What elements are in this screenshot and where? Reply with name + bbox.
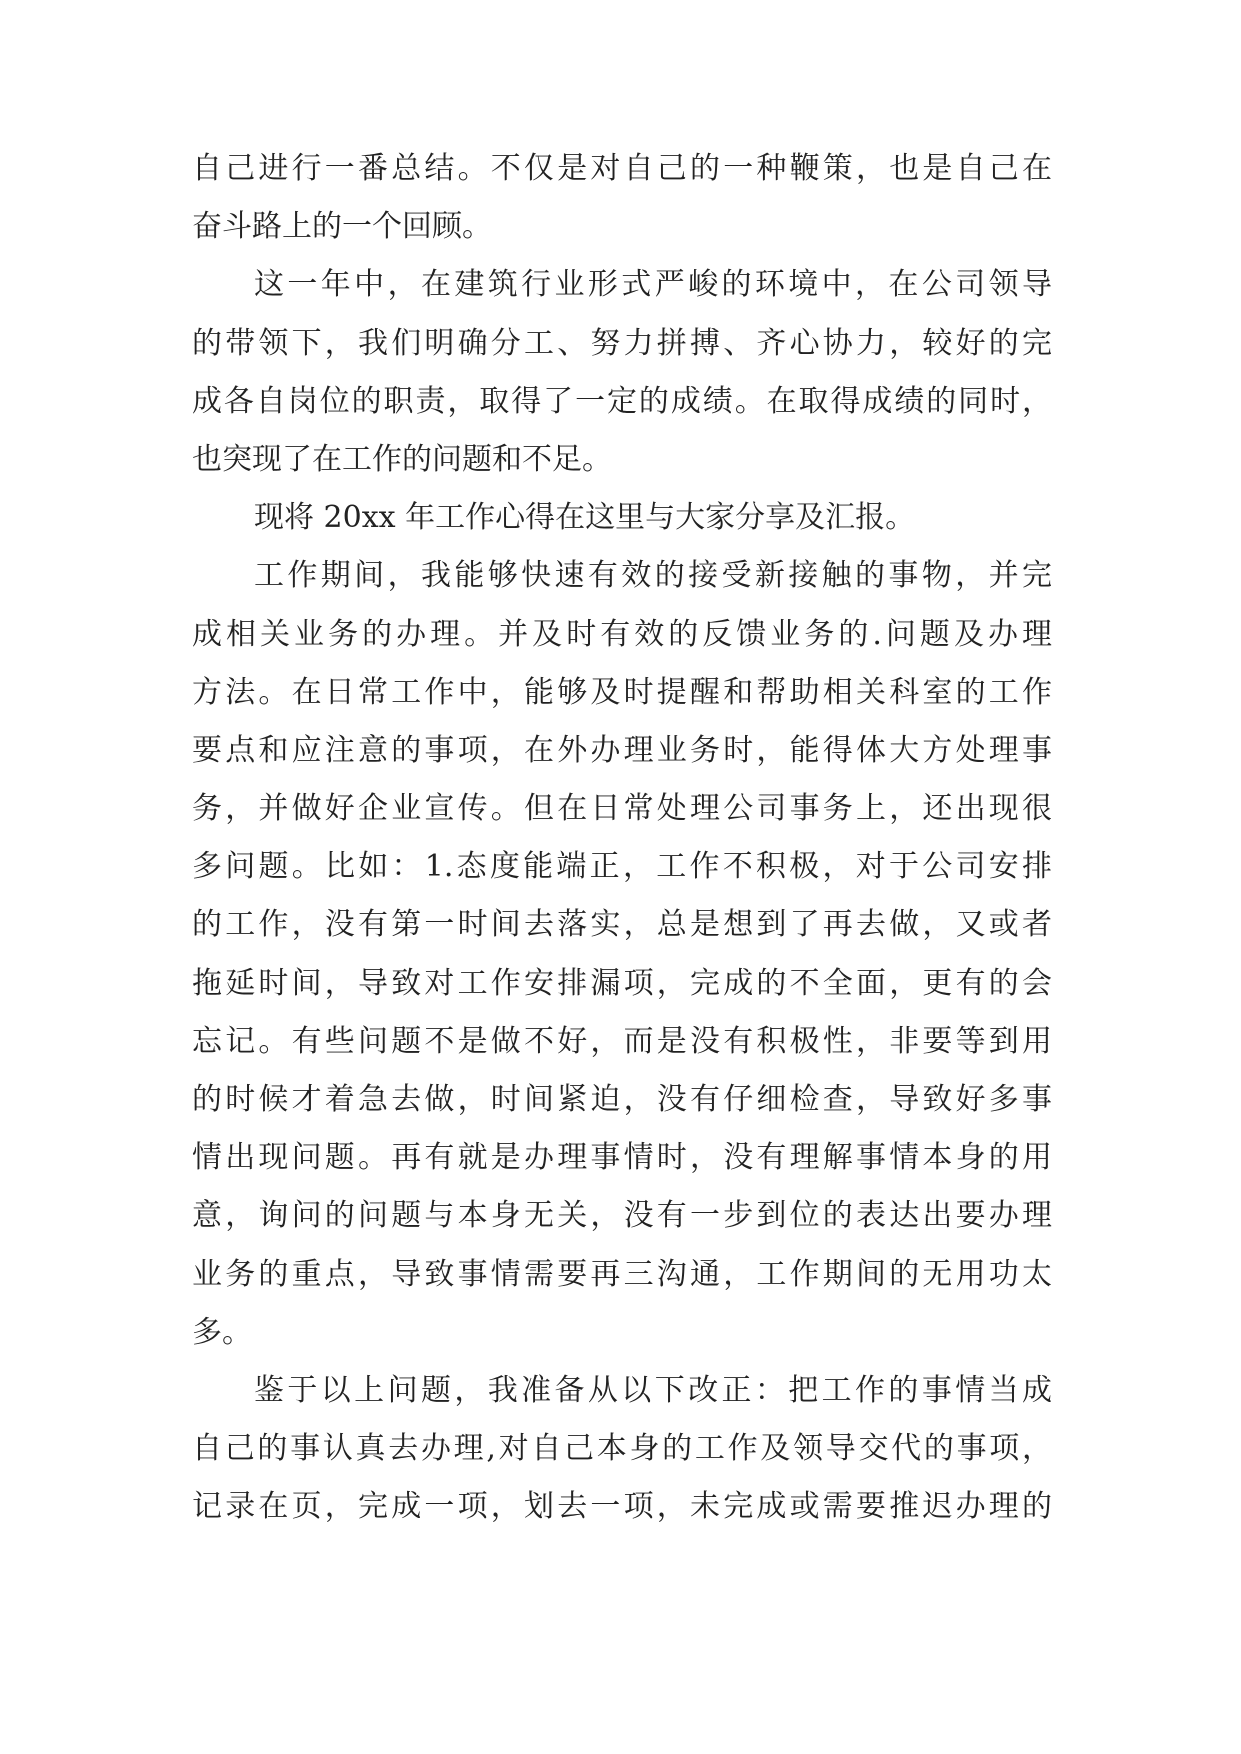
text-line: 拖延时间，导致对工作安排漏项，完成的不全面，更有的会 xyxy=(192,965,1052,1001)
text-line: 意，询问的问题与本身无关，没有一步到位的表达出要办理 xyxy=(192,1198,1052,1234)
text-line: 现将 20xx 年工作心得在这里与大家分享及汇报。 xyxy=(254,500,916,536)
text-line: 成相关业务的办理。并及时有效的反馈业务的.问题及办理 xyxy=(192,616,1052,652)
text-line: 鉴于以上问题，我准备从以下改正：把工作的事情当成 xyxy=(254,1372,1052,1408)
text-line: 情出现问题。再有就是办理事情时，没有理解事情本身的用 xyxy=(192,1140,1052,1176)
text-line: 的带领下，我们明确分工、努力拼搏、齐心协力，较好的完 xyxy=(192,325,1052,361)
text-line: 多问题。比如：1.态度能端正，工作不积极，对于公司安排 xyxy=(192,849,1052,885)
text-line: 奋斗路上的一个回顾。 xyxy=(192,209,492,245)
text-line: 自己的事认真去办理,对自己本身的工作及领导交代的事项， xyxy=(192,1431,1052,1467)
text-line: 要点和应注意的事项，在外办理业务时，能得体大方处理事 xyxy=(192,732,1052,768)
text-line: 成各自岗位的职责，取得了一定的成绩。在取得成绩的同时， xyxy=(192,383,1052,419)
text-line: 这一年中，在建筑行业形式严峻的环境中，在公司领导 xyxy=(254,267,1052,303)
text-line: 记录在页，完成一项，划去一项，未完成或需要推迟办理的 xyxy=(192,1489,1052,1525)
text-line: 忘记。有些问题不是做不好，而是没有积极性，非要等到用 xyxy=(192,1023,1052,1059)
text-line: 务，并做好企业宣传。但在日常处理公司事务上，还出现很 xyxy=(192,791,1052,827)
text-line: 的工作，没有第一时间去落实，总是想到了再去做，又或者 xyxy=(192,907,1052,943)
text-line: 业务的重点，导致事情需要再三沟通，工作期间的无用功太 xyxy=(192,1256,1052,1292)
text-line: 工作期间，我能够快速有效的接受新接触的事物，并完 xyxy=(254,558,1052,594)
text-line: 的时候才着急去做，时间紧迫，没有仔细检查，导致好多事 xyxy=(192,1082,1052,1117)
document-body xyxy=(192,140,1052,1537)
text-line: 也突现了在工作的问题和不足。 xyxy=(192,441,612,477)
text-line: 多。 xyxy=(192,1314,252,1350)
text-line: 自己进行一番总结。不仅是对自己的一种鞭策，也是自己在 xyxy=(192,151,1052,186)
text-line: 方法。在日常工作中，能够及时提醒和帮助相关科室的工作 xyxy=(192,674,1052,710)
